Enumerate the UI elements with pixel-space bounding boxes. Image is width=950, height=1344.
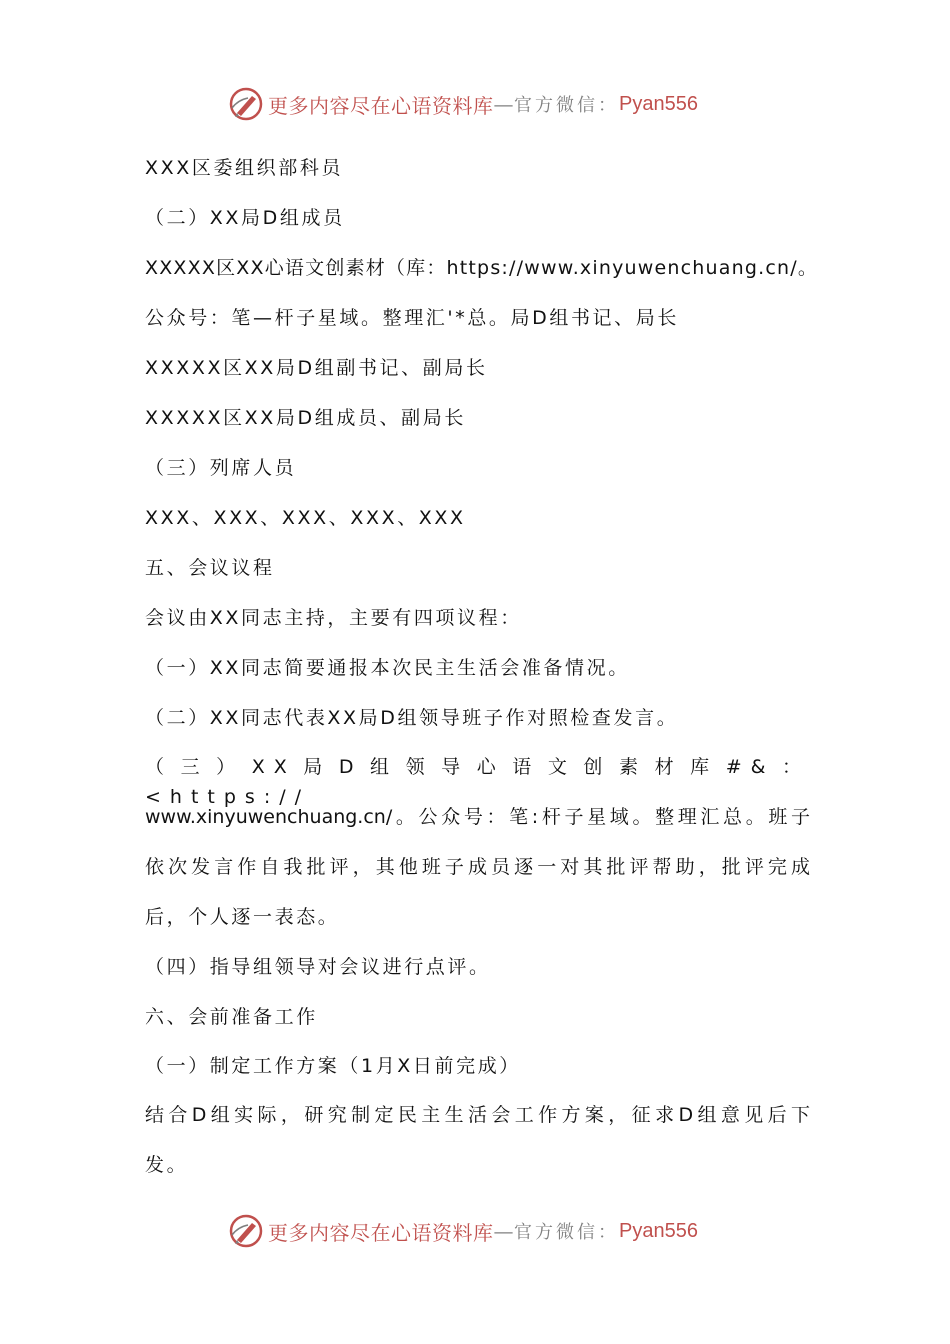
body-line: 发。	[145, 1154, 189, 1176]
watermark-sub-text: 官方微信：	[514, 1222, 619, 1243]
footer-watermark	[228, 1211, 748, 1251]
body-line: （三）列席人员	[145, 457, 297, 479]
body-line: XXX、XXX、XXX、XXX、XXX	[145, 507, 466, 529]
body-line: www.xinyuwenchuang.cn/。公众号：笔:杆子星域。整理汇总。班子	[145, 806, 810, 828]
section-heading: 五、会议议程	[145, 557, 275, 579]
body-line: （四）指导组领导对会议进行点评。	[145, 956, 491, 978]
watermark-sub-text: 官方微信：	[514, 95, 619, 116]
watermark-dash: —	[493, 92, 514, 116]
pen-logo-icon	[228, 1213, 264, 1249]
body-line: XXX区委组织部科员	[145, 157, 344, 179]
body-line: 结合D组实际，研究制定民主生活会工作方案，征求D组意见后下	[145, 1104, 810, 1126]
body-line: （二）XX同志代表XX局D组领导班子作对照检查发言。	[145, 707, 679, 729]
body-line: XXXXX区XX局D组副书记、副局长	[145, 357, 488, 379]
watermark-wechat-id: Pyan556	[619, 1219, 698, 1242]
watermark-main-text: 更多内容尽在心语资料库	[268, 93, 494, 118]
watermark-main-text: 更多内容尽在心语资料库	[268, 1220, 494, 1245]
body-line: （二）XX局D组成员	[145, 207, 345, 229]
section-heading: 六、会前准备工作	[145, 1006, 318, 1028]
body-line: （一）XX同志简要通报本次民主生活会准备情况。	[145, 657, 630, 679]
pen-logo-icon	[228, 86, 264, 122]
body-line: XXXXX区XX局D组成员、副局长	[145, 407, 466, 429]
body-line: 依次发言作自我批评，其他班子成员逐一对其批评帮助，批评完成	[145, 856, 810, 878]
body-line: 后，个人逐一表态。	[145, 906, 340, 928]
body-line: XXXXX区XX心语文创素材（库：https://www.xinyuwenchuang.cn/。	[145, 257, 819, 279]
body-line: （一）制定工作方案（1月X日前完成）	[145, 1055, 521, 1077]
watermark-wechat-id: Pyan556	[619, 92, 698, 115]
body-line: 公众号：笔—杆子星域。整理汇'*总。局D组书记、局长	[145, 307, 679, 329]
body-line: 会议由XX同志主持，主要有四项议程：	[145, 607, 522, 629]
body-line: （三）XX局D组领导心语文创素材库#&：<https://	[145, 756, 810, 808]
watermark-dash: —	[493, 1219, 514, 1243]
header-watermark	[228, 84, 748, 124]
